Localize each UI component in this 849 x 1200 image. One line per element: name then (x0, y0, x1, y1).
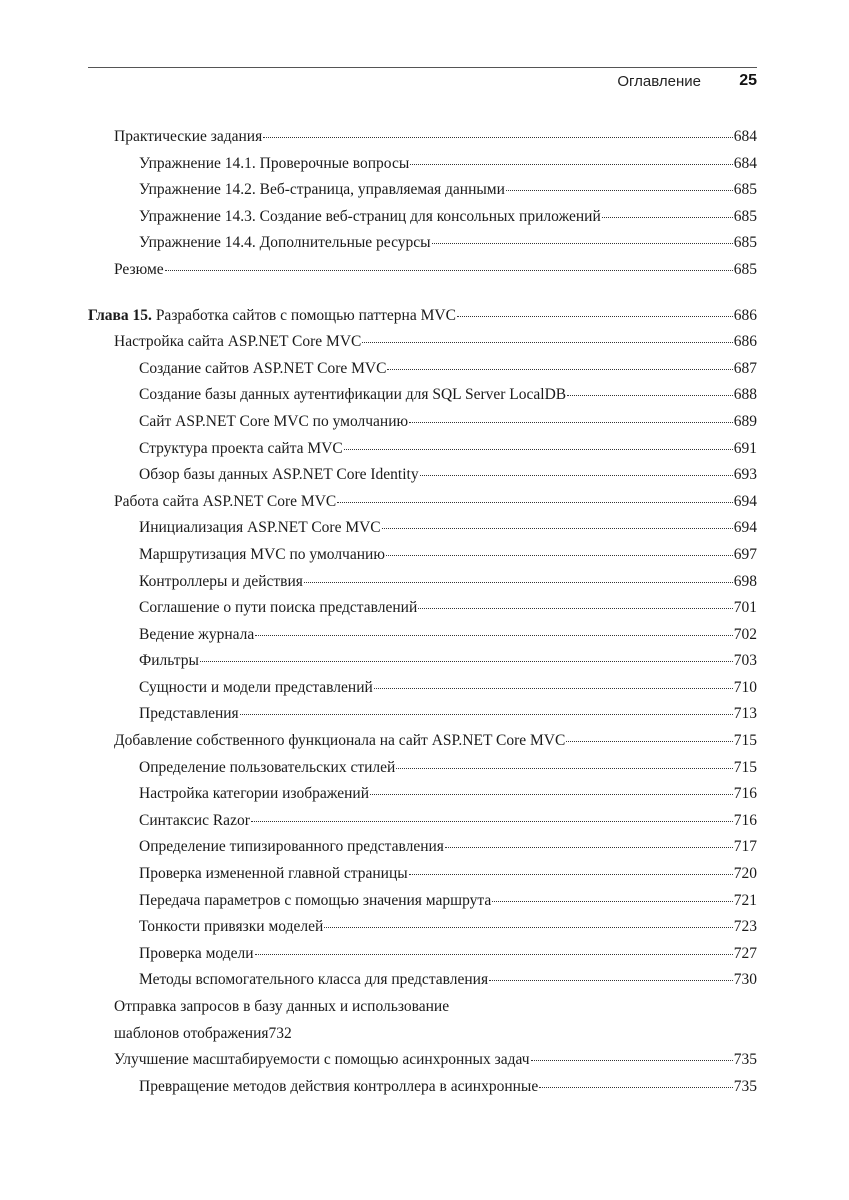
dot-leader (457, 302, 733, 317)
toc-entry[interactable] (88, 356, 757, 383)
toc-entry-page: 689 (733, 412, 757, 430)
toc-entry-title (139, 888, 491, 915)
toc-entry-title (139, 177, 505, 204)
toc-entry-title (139, 569, 303, 596)
toc-entry-text: Резюме (114, 260, 164, 278)
toc-entry-title (114, 1047, 530, 1074)
toc-entry[interactable] (88, 382, 757, 409)
toc-entry-title (139, 967, 488, 994)
toc-entry-page: 702 (733, 625, 757, 643)
toc-entry-text: Синтаксис Razor (139, 811, 250, 829)
toc-entry-title (139, 755, 395, 782)
toc-entry-page: 713 (733, 705, 757, 723)
toc-entry[interactable] (88, 1047, 757, 1074)
dot-leader (492, 887, 733, 902)
toc-entry-title (139, 701, 239, 728)
dot-leader (602, 203, 733, 218)
toc-entry[interactable] (88, 151, 757, 178)
toc-entry[interactable] (88, 489, 757, 516)
toc-entry-page: 710 (733, 678, 757, 696)
toc-entry-page: 694 (733, 492, 757, 510)
toc-entry-text: Упражнение 14.1. Проверочные вопросы (139, 154, 410, 172)
toc-entry-line2 (114, 1021, 757, 1048)
dot-leader (344, 435, 733, 450)
toc-entry[interactable] (88, 834, 757, 861)
toc-entry[interactable] (88, 808, 757, 835)
toc-entry-text: Проверка модели (139, 944, 254, 962)
dot-leader (531, 1046, 733, 1061)
toc-entry[interactable] (88, 329, 757, 356)
toc-entry[interactable] (88, 230, 757, 257)
dot-leader (410, 150, 733, 165)
toc-entry-title (139, 781, 369, 808)
toc-entry[interactable] (88, 436, 757, 463)
toc-entry-text: Улучшение масштабируемости с помощью асинхронных задач (114, 1051, 530, 1069)
toc-entry[interactable] (88, 941, 757, 968)
toc-entry-page: 716 (733, 811, 757, 829)
toc-entry[interactable] (88, 595, 757, 622)
toc-entry-page: 694 (733, 519, 757, 537)
dot-leader (418, 594, 732, 609)
toc-entry-text: Сущности и модели представлений (139, 678, 373, 696)
toc-entry-page: 715 (733, 758, 757, 776)
toc-entry-title (88, 303, 456, 330)
toc-entry-page: 687 (733, 359, 757, 377)
toc-entry-text: Добавление собственного функционала на сайт ASP.NET Core MVC (114, 732, 566, 750)
toc-entry-page: 686 (733, 333, 757, 351)
toc-entry-page: 688 (733, 386, 757, 404)
toc-entry-text: Сайт ASP.NET Core MVC по умолчанию (139, 412, 409, 430)
toc-entry[interactable] (88, 462, 757, 489)
toc-entry-text: Обзор базы данных ASP.NET Core Identity (139, 466, 419, 484)
toc-entry-page: 735 (733, 1051, 757, 1069)
dot-leader (506, 176, 733, 191)
dot-leader (432, 229, 733, 244)
toc-entry-title (139, 204, 601, 231)
toc-entry-page: 701 (733, 599, 757, 617)
toc-entry-page: 716 (733, 785, 757, 803)
dot-leader (420, 461, 733, 476)
toc-entry-page: 727 (733, 944, 757, 962)
toc-entry-page: 730 (733, 971, 757, 989)
toc-entry-title (139, 834, 444, 861)
dot-leader (567, 381, 733, 396)
dot-leader (370, 780, 733, 795)
toc-entry[interactable] (88, 204, 757, 231)
toc-entry[interactable] (88, 675, 757, 702)
toc-entry-text: Определение пользовательских стилей (139, 758, 396, 776)
toc-entry-title (114, 124, 262, 151)
toc-entry-text: Тонкости привязки моделей (139, 918, 324, 936)
toc-entry-page: 717 (733, 838, 757, 856)
dot-leader (387, 355, 732, 370)
toc-entry-page: 685 (733, 207, 757, 225)
toc-entry[interactable] (88, 648, 757, 675)
toc-entry[interactable] (88, 728, 757, 755)
dot-leader (200, 647, 733, 662)
toc-entry-page: 698 (733, 572, 757, 590)
toc-entry-text: Соглашение о пути поиска представлений (139, 599, 418, 617)
toc-entry-page: 685 (733, 260, 757, 278)
dot-leader (409, 408, 733, 423)
toc-entry-text: Настройка сайта ASP.NET Core MVC (114, 333, 362, 351)
toc-entry-title (139, 1074, 538, 1101)
toc-entry-title (139, 914, 323, 941)
toc-entry-text: Ведение журнала (139, 625, 255, 643)
toc-entry[interactable] (88, 124, 757, 151)
page-number: 25 (739, 72, 757, 89)
dot-leader (386, 541, 733, 556)
toc-entry-text: Фильтры (139, 652, 199, 670)
toc-entry-title (114, 257, 164, 284)
toc-entry-title (139, 409, 408, 436)
toc-entry[interactable] (88, 409, 757, 436)
toc-entry-text: Создание базы данных аутентификации для SQL Server LocalDB (139, 386, 567, 404)
toc-entry-text: Настройка категории изображений (139, 785, 369, 803)
toc-entry[interactable] (88, 542, 757, 569)
toc-entry-title (139, 230, 431, 257)
toc-entry-title (139, 356, 386, 383)
toc-entry-page: 715 (733, 732, 757, 750)
toc-entry-page: 703 (733, 652, 757, 670)
toc-entry[interactable] (88, 1074, 757, 1101)
toc-entry-text: Проверка измененной главной страницы (139, 865, 408, 883)
toc-entry-text: Маршрутизация MVC по умолчанию (139, 545, 385, 563)
toc-entry-title (139, 622, 254, 649)
toc-entry-page: 723 (733, 918, 757, 936)
toc-entry-page: 686 (733, 306, 757, 324)
toc-entry-page: 684 (733, 128, 757, 145)
table-of-contents (88, 124, 757, 1100)
toc-entry-title (139, 808, 250, 835)
toc-entry-text: Определение типизированного представления (139, 838, 444, 856)
dot-leader (382, 514, 733, 529)
dot-leader (255, 940, 733, 955)
dot-leader (374, 674, 733, 689)
toc-entry[interactable] (88, 257, 757, 284)
toc-entry-title (139, 462, 419, 489)
toc-entry-text: Структура проекта сайта MVC (139, 439, 343, 457)
toc-entry[interactable] (88, 622, 757, 649)
toc-entry-page: 697 (733, 545, 757, 563)
toc-entry-text: Превращение методов действия контроллера в асинхронные (139, 1077, 539, 1095)
dot-leader (255, 621, 732, 636)
toc-entry-title (114, 489, 336, 516)
toc-entry-title-line2: шаблонов отображения (114, 1024, 269, 1042)
toc-entry[interactable] (88, 755, 757, 782)
dot-leader (489, 966, 733, 981)
toc-entry-page: 685 (733, 234, 757, 252)
toc-entry-page: 735 (733, 1077, 757, 1095)
toc-entry-page: 685 (733, 181, 757, 199)
toc-entry-title (139, 675, 373, 702)
chapter-label: Глава 15. (88, 306, 152, 324)
toc-entry-text: Методы вспомогательного класса для представления (139, 971, 489, 989)
dot-leader (409, 860, 733, 875)
dot-leader (263, 123, 733, 138)
toc-entry[interactable] (88, 569, 757, 596)
dot-leader (445, 834, 733, 849)
toc-entry-title (139, 648, 199, 675)
toc-entry[interactable] (88, 967, 757, 994)
toc-chapter[interactable] (88, 303, 757, 330)
toc-entry-text: Практические задания (114, 128, 263, 145)
toc-entry-title-line1: Отправка запросов в базу данных и использование (114, 998, 450, 1015)
toc-entry-page: 721 (733, 891, 757, 909)
toc-entry-page: 732 (268, 1024, 292, 1042)
dot-leader (304, 568, 733, 583)
running-header-title: Оглавление (617, 73, 701, 90)
toc-entry-title (139, 151, 409, 178)
toc-entry-text: Передача параметров с помощью значения маршрута (139, 891, 492, 909)
toc-entry-title (139, 382, 566, 409)
toc-entry-text: Упражнение 14.3. Создание веб-страниц для консольных приложений (139, 207, 601, 225)
dot-leader (362, 328, 732, 343)
toc-entry-text: Инициализация ASP.NET Core MVC (139, 519, 381, 537)
header-rule (88, 67, 757, 68)
toc-entry-text: Разработка сайтов с помощью паттерна MVC (155, 306, 456, 324)
toc-entry[interactable] (88, 914, 757, 941)
dot-leader (539, 1073, 733, 1088)
toc-entry[interactable] (88, 515, 757, 542)
toc-entry-text: Упражнение 14.2. Веб-страница, управляемая данными (139, 181, 505, 199)
dot-leader (324, 913, 733, 928)
toc-entry[interactable] (88, 994, 757, 1047)
toc-entry-page: 691 (733, 439, 757, 457)
toc-entry[interactable] (88, 781, 757, 808)
toc-entry-title (139, 515, 381, 542)
toc-entry-title (139, 941, 254, 968)
toc-entry-text: Контроллеры и действия (139, 572, 303, 590)
toc-entry-title (114, 728, 565, 755)
toc-entry[interactable] (88, 177, 757, 204)
toc-entry[interactable] (88, 861, 757, 888)
toc-entry-title (139, 542, 385, 569)
toc-entry-text: Представления (139, 705, 239, 723)
toc-entry-text: Упражнение 14.4. Дополнительные ресурсы (139, 234, 431, 252)
toc-entry-text: Работа сайта ASP.NET Core MVC (114, 492, 337, 510)
toc-entry-text: Создание сайтов ASP.NET Core MVC (139, 359, 387, 377)
dot-leader (251, 807, 733, 822)
toc-entry-title (139, 436, 343, 463)
toc-entry[interactable] (88, 888, 757, 915)
dot-leader (240, 701, 733, 716)
toc-entry-page: 720 (733, 865, 757, 883)
toc-entry-title (114, 329, 361, 356)
toc-entry[interactable] (88, 701, 757, 728)
dot-leader (165, 256, 733, 271)
toc-entry-page: 684 (733, 154, 757, 172)
toc-entry-page: 693 (733, 466, 757, 484)
dot-leader (396, 754, 732, 769)
dot-leader (337, 488, 733, 503)
dot-leader (566, 727, 732, 742)
toc-entry-title (139, 861, 408, 888)
toc-entry-title (139, 595, 417, 622)
